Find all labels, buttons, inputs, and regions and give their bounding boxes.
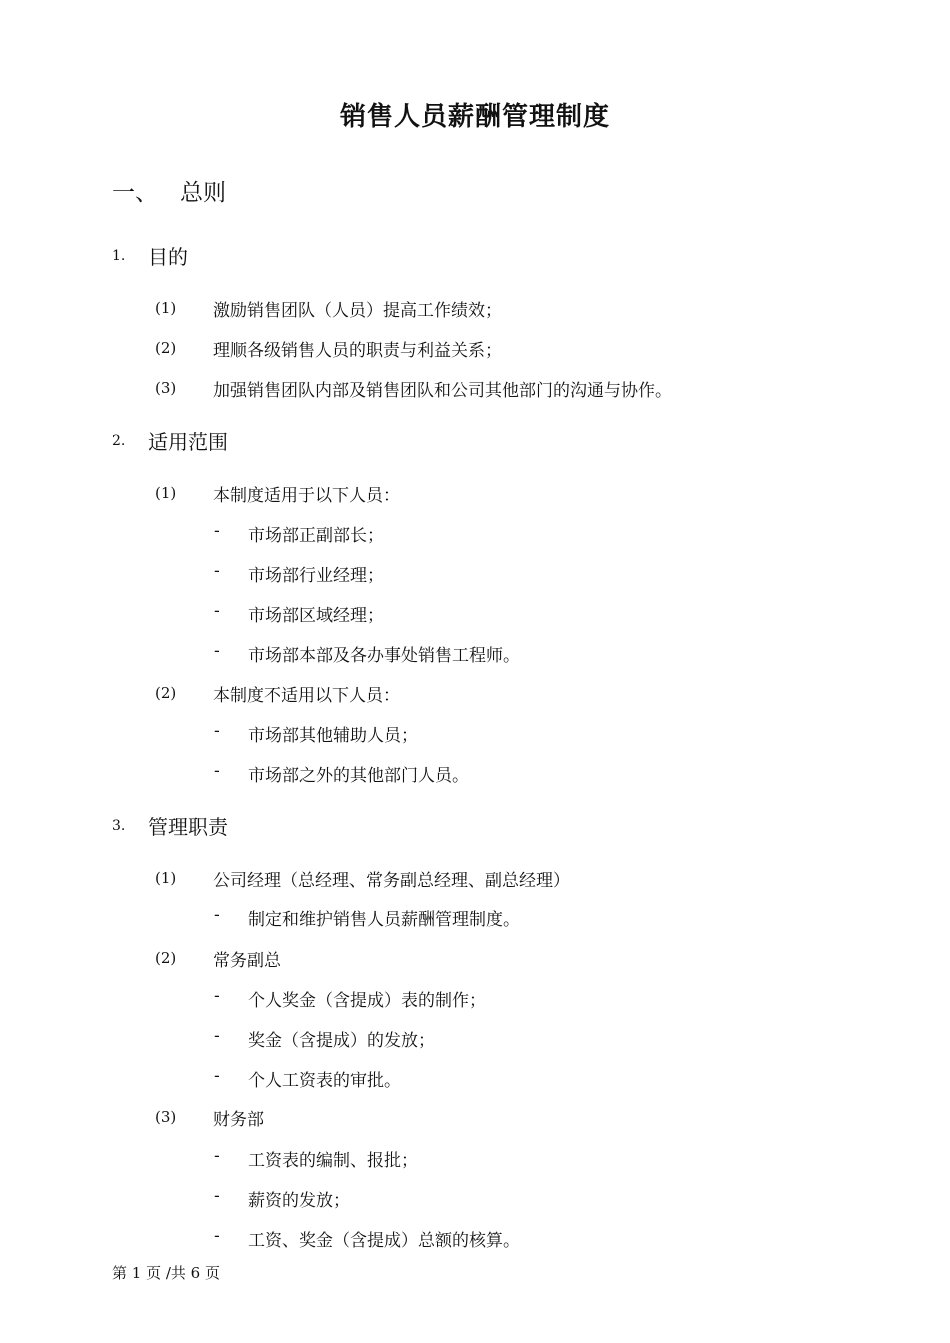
chapter-number: 一、	[112, 180, 158, 206]
bullet-dash: -	[214, 1226, 220, 1246]
subitem-text: 市场部行业经理；	[248, 566, 384, 586]
item-text: 常务副总	[213, 951, 281, 971]
bullet-dash: -	[214, 521, 220, 541]
item-text: 本制度不适用以下人员：	[213, 686, 400, 706]
bullet-dash: -	[214, 641, 220, 661]
bullet-dash: -	[214, 1186, 220, 1206]
bullet-dash: -	[214, 601, 220, 621]
subitem-text: 市场部正副部长；	[248, 526, 384, 546]
section-number: 2.	[112, 433, 126, 449]
section-title: 管理职责	[148, 815, 228, 839]
section-number: 1.	[112, 248, 126, 264]
subitem-text: 市场部本部及各办事处销售工程师。	[248, 646, 520, 666]
bullet-dash: -	[214, 1146, 220, 1166]
section-number: 3.	[112, 818, 126, 834]
item-text: 理顺各级销售人员的职责与利益关系；	[213, 341, 502, 361]
subitem-text: 工资表的编制、报批；	[248, 1151, 418, 1171]
section-title: 适用范围	[148, 430, 228, 454]
item-number: (3)	[155, 1108, 177, 1126]
subitem-text: 薪资的发放；	[248, 1191, 350, 1211]
item-number: (1)	[155, 299, 177, 317]
subitem-text: 制定和维护销售人员薪酬管理制度。	[248, 910, 520, 930]
bullet-dash: -	[214, 761, 220, 781]
page-footer: 第 1 页 /共 6 页	[112, 1264, 220, 1282]
subitem-text: 市场部区域经理；	[248, 606, 384, 626]
item-text: 公司经理（总经理、常务副总经理、副总经理）	[213, 871, 570, 891]
subitem-text: 工资、奖金（含提成）总额的核算。	[248, 1231, 520, 1251]
bullet-dash: -	[214, 561, 220, 581]
item-number: (1)	[155, 869, 177, 887]
document-title: 销售人员薪酬管理制度	[339, 102, 610, 132]
item-number: (2)	[155, 339, 177, 357]
subitem-text: 个人奖金（含提成）表的制作；	[248, 991, 486, 1011]
item-number: (2)	[155, 684, 177, 702]
subitem-text: 奖金（含提成）的发放；	[248, 1031, 435, 1051]
bullet-dash: -	[214, 721, 220, 741]
subitem-text: 个人工资表的审批。	[248, 1071, 401, 1091]
item-number: (1)	[155, 484, 177, 502]
bullet-dash: -	[214, 1066, 220, 1086]
item-text: 激励销售团队（人员）提高工作绩效；	[213, 301, 502, 321]
bullet-dash: -	[214, 986, 220, 1006]
chapter-title: 总则	[180, 180, 226, 206]
section-title: 目的	[148, 245, 188, 269]
item-number: (2)	[155, 949, 177, 967]
subitem-text: 市场部之外的其他部门人员。	[248, 766, 469, 786]
item-text: 加强销售团队内部及销售团队和公司其他部门的沟通与协作。	[213, 381, 672, 401]
subitem-text: 市场部其他辅助人员；	[248, 726, 418, 746]
bullet-dash: -	[214, 905, 220, 925]
item-text: 本制度适用于以下人员：	[213, 486, 400, 506]
item-text: 财务部	[213, 1110, 264, 1130]
bullet-dash: -	[214, 1026, 220, 1046]
item-number: (3)	[155, 379, 177, 397]
